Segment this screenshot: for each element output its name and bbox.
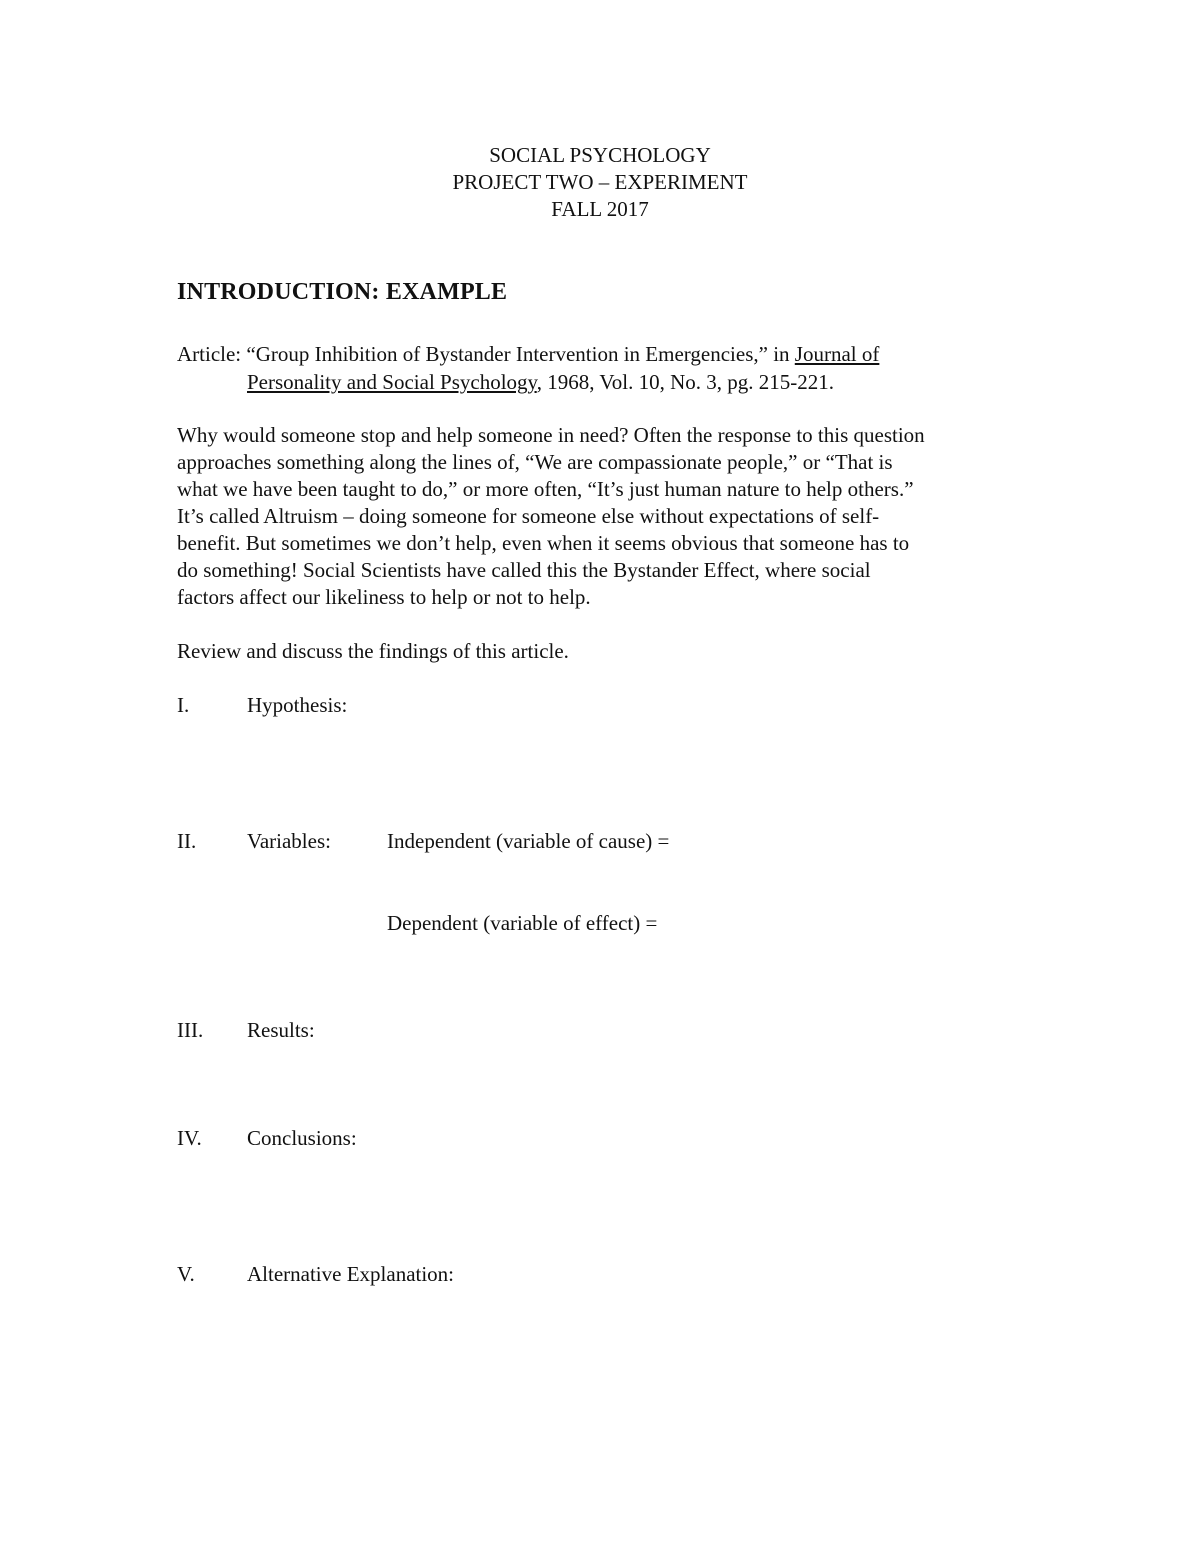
- independent-variable-label: Independent (variable of cause) =: [387, 829, 670, 853]
- section-label: Hypothesis:: [247, 693, 348, 717]
- section-number: IV.: [177, 1126, 202, 1150]
- paragraph-line: It’s called Altruism – doing someone for someone else without expectations of self-: [177, 504, 880, 528]
- paragraph-line: approaches something along the lines of, “We are compassionate people,” or “That is: [177, 450, 893, 474]
- journal-name-part1: Journal of: [794, 342, 880, 366]
- paragraph-line: what we have been taught to do,” or more often, “It’s just human nature to help others.”: [177, 477, 914, 501]
- article-citation: [177, 340, 1037, 396]
- paragraph-line: do something! Social Scientists have called this the Bystander Effect, where social: [177, 558, 871, 582]
- article-prefix: Article: “Group Inhibition of Bystander Intervention in Emergencies,” in: [177, 342, 795, 366]
- intro-heading: INTRODUCTION: EXAMPLE: [177, 279, 508, 305]
- dependent-variable-label: Dependent (variable of effect) =: [387, 911, 658, 935]
- section-label: Variables:: [247, 829, 331, 853]
- intro-paragraph: [177, 422, 1037, 611]
- section-number: III.: [177, 1018, 204, 1042]
- journal-name-part2: Personality and Social Psychology: [247, 370, 537, 394]
- paragraph-line: benefit. But sometimes we don’t help, even when it seems obvious that someone has to: [177, 531, 910, 555]
- paragraph-line: factors affect our likeliness to help or not to help.: [177, 585, 591, 609]
- project-title: PROJECT TWO – EXPERIMENT: [452, 170, 748, 194]
- section-label: Results:: [247, 1018, 315, 1042]
- course-title: SOCIAL PSYCHOLOGY: [489, 143, 711, 167]
- section-label: Alternative Explanation:: [247, 1262, 455, 1286]
- review-instruction: Review and discuss the findings of this article.: [177, 639, 569, 663]
- article-suffix: , 1968, Vol. 10, No. 3, pg. 215-221.: [536, 370, 835, 394]
- section-number: I.: [177, 693, 190, 717]
- section-number: V.: [177, 1262, 195, 1286]
- document-header: [0, 142, 1200, 223]
- article-line-2: [177, 368, 1037, 396]
- term: FALL 2017: [551, 197, 649, 221]
- article-line-1: [177, 340, 1037, 368]
- section-number: II.: [177, 829, 197, 853]
- section-label: Conclusions:: [247, 1126, 357, 1150]
- paragraph-line: Why would someone stop and help someone in need? Often the response to this question: [177, 423, 925, 447]
